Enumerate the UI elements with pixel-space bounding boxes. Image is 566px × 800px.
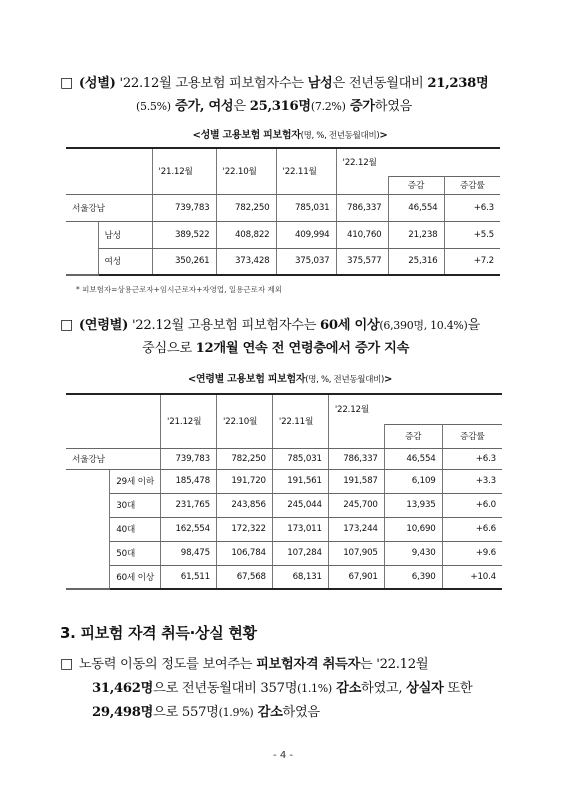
section-heading: 3. 피보험 자격 취득·상실 현황 bbox=[60, 624, 257, 642]
age-table bbox=[66, 393, 502, 590]
col-header: '22.10월 bbox=[216, 394, 272, 448]
row-label: 여성 bbox=[98, 248, 152, 275]
indent-cell bbox=[66, 469, 110, 589]
row-label: 40대 bbox=[110, 517, 161, 541]
table-row: 서울강남 739,783 782,250 785,031 786,337 46,554 +6.3 bbox=[66, 194, 500, 221]
table-row: 50대 98,475 106,784 107,284 107,905 9,430 +9.6 bbox=[66, 541, 502, 565]
col-header: '22.10월 bbox=[216, 148, 276, 194]
header-blank bbox=[336, 176, 388, 194]
indent-cell bbox=[66, 221, 98, 275]
row-label: 50대 bbox=[110, 541, 161, 565]
table-footnote: * 피보험자=상용근로자+임시근로자+자영업, 일용근로자 제외 bbox=[76, 285, 283, 294]
row-label: 60세 이상 bbox=[110, 565, 161, 589]
col-header: '21.12월 bbox=[152, 148, 216, 194]
checkbox-bullet: □ bbox=[60, 656, 73, 672]
col-header: '22.12월 bbox=[336, 148, 500, 176]
gender-table-caption: <성별 고용보험 피보험자(명, %, 전년동월대비)> bbox=[192, 130, 388, 141]
col-header-rate: 증감률 bbox=[444, 176, 500, 194]
col-header: '22.11월 bbox=[272, 394, 328, 448]
age-table-caption: <연령별 고용보험 피보험자(명, %, 전년동월대비)> bbox=[187, 374, 393, 385]
table-row: 서울강남 739,783 782,250 785,031 786,337 46,554 +6.3 bbox=[66, 448, 502, 469]
header-blank bbox=[328, 424, 384, 448]
table-row: 30대 231,765 243,856 245,044 245,700 13,935 +6.0 bbox=[66, 493, 502, 517]
table-row: 40대 162,554 172,322 173,011 173,244 10,690 +6.6 bbox=[66, 517, 502, 541]
gender-table bbox=[66, 147, 500, 276]
acquisition-loss-paragraph: □ 노동력 이동의 정도를 보여주는 피보험자격 취득자는 '22.12월 31,462명으로 전년동월대비 357명(1.1%) 감소하였고, 상실자 또한 29,498명으로 557명(1.9%) 감소하였음 bbox=[60, 656, 473, 720]
col-header: '21.12월 bbox=[161, 394, 217, 448]
row-label: 남성 bbox=[98, 221, 152, 248]
col-header-rate: 증감률 bbox=[442, 424, 502, 448]
header-blank bbox=[66, 148, 152, 194]
table-row: 29세 이하 185,478 191,720 191,561 191,587 6,109 +3.3 bbox=[66, 469, 502, 493]
table-row: 남성 389,522 408,822 409,994 410,760 21,238 +5.5 bbox=[66, 221, 500, 248]
table-row: 여성 350,261 373,428 375,037 375,577 25,316 +7.2 bbox=[66, 248, 500, 275]
col-header: '22.11월 bbox=[276, 148, 336, 194]
header-blank bbox=[66, 394, 161, 448]
row-label: 서울강남 bbox=[66, 448, 161, 469]
row-label: 29세 이하 bbox=[110, 469, 161, 493]
age-paragraph: □ (연령별) '22.12월 고용보험 피보험자수는 60세 이상(6,390명, 10.4%)을 중심으로 12개월 연속 전 연령층에서 증가 지속 bbox=[60, 317, 480, 356]
gender-paragraph: □ (성별) '22.12월 고용보험 피보험자수는 남성은 전년동월대비 21,238명 (5.5%) 증가, 여성은 25,316명(7.2%) 증가하였음 bbox=[60, 75, 489, 114]
checkbox-bullet: □ bbox=[60, 317, 73, 333]
col-header: '22.12월 bbox=[328, 394, 502, 424]
col-header-change: 증감 bbox=[388, 176, 444, 194]
checkbox-bullet: □ bbox=[60, 75, 73, 91]
table-row: 60세 이상 61,511 67,568 68,131 67,901 6,390 +10.4 bbox=[66, 565, 502, 589]
row-label: 서울강남 bbox=[66, 194, 152, 221]
row-label: 30대 bbox=[110, 493, 161, 517]
col-header-change: 증감 bbox=[384, 424, 442, 448]
page-number: - 4 - bbox=[273, 750, 293, 761]
